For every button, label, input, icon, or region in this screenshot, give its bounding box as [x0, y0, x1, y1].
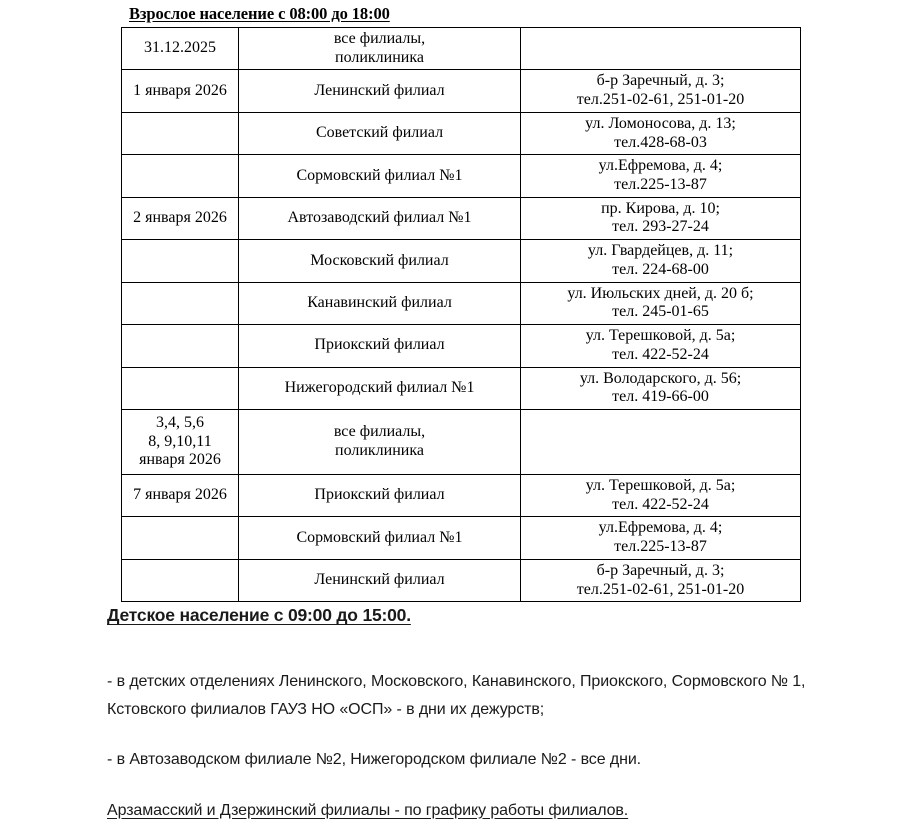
cell-line: ул. Гвардейцев, д. 11;: [587, 242, 734, 260]
cell-line: все филиалы,: [333, 30, 426, 47]
table-row: [122, 197, 801, 239]
date-cell: [122, 28, 239, 70]
children-note-branch-schedule: Арзамасский и Дзержинский филиалы - по графику работы филиалов.: [107, 801, 629, 819]
date-cell: [122, 517, 239, 559]
cell-line: ул.Ефремова, д. 4;: [598, 519, 723, 537]
table-row: [122, 282, 801, 324]
address-cell: [521, 155, 801, 197]
cell-line: Приокский филиал: [314, 336, 445, 354]
address-cell: [521, 559, 801, 601]
cell-line: Ленинский филиал: [314, 571, 445, 589]
cell-line: 7 января 2026: [133, 486, 227, 504]
cell-line: тел.225-13-87: [614, 176, 707, 194]
cell-line: 8, 9,10,11: [148, 432, 212, 450]
cell-line: ул. Володарского, д. 56;: [579, 369, 742, 387]
cell-line: января 2026: [139, 451, 221, 469]
table-row: [122, 28, 801, 70]
cell-line: тел.428-68-03: [614, 133, 707, 151]
schedule-table-body: [122, 28, 801, 602]
address-cell: [521, 112, 801, 154]
cell-line: все филиалы,: [333, 423, 426, 441]
children-schedule-heading: Детское население с 09:00 до 15:00.: [107, 605, 411, 625]
table-row: [122, 112, 801, 154]
date-cell: [122, 70, 239, 112]
cell-line: Приокский филиал: [314, 486, 445, 504]
cell-line: тел.225-13-87: [614, 538, 707, 556]
cell-line: ул. Терешковой, д. 5а;: [585, 327, 736, 345]
date-cell: [122, 155, 239, 197]
cell-line: б-р Заречный, д. 3;: [596, 561, 725, 579]
cell-line: тел.251-02-61, 251-01-20: [576, 91, 745, 109]
cell-line: ул. Терешковой, д. 5а;: [585, 476, 736, 494]
date-cell: [122, 409, 239, 474]
address-cell: [521, 517, 801, 559]
date-cell: [122, 559, 239, 601]
table-row: [122, 517, 801, 559]
address-cell: [521, 325, 801, 367]
cell-line: тел. 293-27-24: [612, 218, 709, 236]
cell-line: тел. 419-66-00: [612, 388, 709, 406]
date-cell: [122, 112, 239, 154]
date-cell: [122, 282, 239, 324]
address-cell: [521, 367, 801, 409]
cell-line: ул. Ломоносова, д. 13;: [585, 114, 736, 132]
branch-cell: [239, 282, 521, 324]
table-row: [122, 155, 801, 197]
cell-line: Советский филиал: [315, 124, 444, 142]
cell-line: 1 января 2026: [133, 81, 227, 99]
cell-line: 31.12.2025: [144, 39, 216, 57]
address-cell: [521, 70, 801, 112]
table-row: [122, 474, 801, 516]
cell-line: тел. 245-01-65: [612, 303, 709, 321]
date-cell: [122, 325, 239, 367]
cell-line: тел. 422-52-24: [612, 495, 709, 513]
branch-cell: [239, 112, 521, 154]
cell-line: Автозаводский филиал №1: [287, 209, 472, 227]
branch-cell: [239, 559, 521, 601]
adults-schedule-table: [121, 27, 801, 602]
cell-line: Сормовский филиал №1: [296, 528, 463, 546]
branch-cell: [239, 325, 521, 367]
table-row: [122, 409, 801, 474]
cell-line: поликлиника: [335, 48, 424, 66]
branch-cell: [239, 70, 521, 112]
cell-line: Нижегородский филиал №1: [284, 378, 475, 396]
cell-line: 2 января 2026: [133, 209, 227, 227]
cell-line: пр. Кирова, д. 10;: [601, 199, 720, 217]
cell-line: тел.251-02-61, 251-01-20: [576, 580, 745, 598]
table-row: [122, 559, 801, 601]
cell-line: тел. 422-52-24: [612, 345, 709, 363]
address-cell: [521, 28, 801, 70]
date-cell: [122, 367, 239, 409]
address-cell: [521, 197, 801, 239]
branch-cell: [239, 517, 521, 559]
adults-schedule-heading: Взрослое население с 08:00 до 18:00: [129, 4, 390, 23]
cell-line: 3,4, 5,6: [156, 413, 204, 431]
children-note-all-days: - в Автозаводском филиале №2, Нижегородском филиале №2 - все дни.: [107, 751, 642, 769]
date-cell: [122, 197, 239, 239]
table-row: [122, 367, 801, 409]
address-cell: [521, 282, 801, 324]
table-row: [122, 70, 801, 112]
table-row: [122, 325, 801, 367]
date-cell: [122, 240, 239, 282]
address-cell: [521, 240, 801, 282]
cell-line: Канавинский филиал: [307, 293, 452, 311]
cell-line: Ленинский филиал: [314, 81, 445, 99]
cell-line: поликлиника: [335, 441, 424, 459]
branch-cell: [239, 240, 521, 282]
branch-cell: [239, 367, 521, 409]
cell-line: б-р Заречный, д. 3;: [596, 72, 725, 90]
address-cell: [521, 474, 801, 516]
branch-cell: [239, 197, 521, 239]
branch-cell: [239, 155, 521, 197]
branch-cell: [239, 474, 521, 516]
cell-line: ул. Июльских дней, д. 20 б;: [567, 284, 754, 302]
cell-line: Московский филиал: [310, 251, 449, 269]
cell-line: ул.Ефремова, д. 4;: [598, 157, 723, 175]
branch-cell: [239, 28, 521, 70]
table-row: [122, 240, 801, 282]
date-cell: [122, 474, 239, 516]
cell-line: Сормовский филиал №1: [296, 166, 463, 184]
children-section: [107, 605, 827, 824]
branch-cell: [239, 409, 521, 474]
address-cell: [521, 409, 801, 474]
children-note-duty-days: - в детских отделениях Ленинского, Московского, Канавинского, Приокского, Сормовского № 1, Кстовского филиалов ГАУЗ НО «ОСП» - в дни их дежурств;: [107, 673, 806, 718]
cell-line: тел. 224-68-00: [612, 260, 709, 278]
